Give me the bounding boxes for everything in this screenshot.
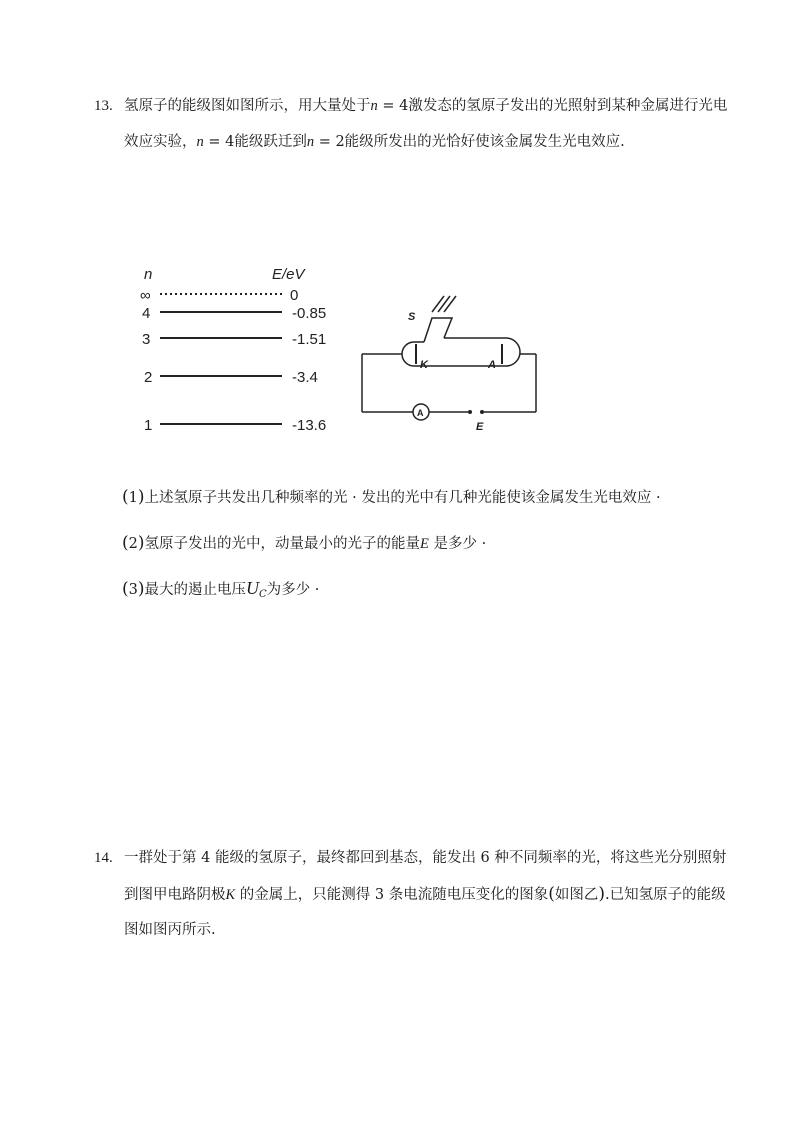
circuit-e-label: E: [476, 421, 484, 433]
q14-text-2c: 如图乙: [554, 887, 599, 903]
sub-question-1-number: 1: [128, 490, 138, 506]
q13-var-n2: n: [196, 134, 204, 150]
sub-question-1: (1)上述氢原子共发出几种频率的光 · 发出的光中有几种光能使该金属发生光电效应 ·: [122, 487, 661, 507]
level-infinity-energy: 0: [290, 287, 299, 304]
sub-question-3-var: U: [246, 578, 260, 598]
level-1-n: 1: [144, 417, 153, 434]
q14-text-2a: 到图甲电路阴极: [124, 887, 226, 903]
cathode-k-label: K: [420, 359, 428, 371]
sub-question-3-subscript: C: [259, 589, 267, 600]
sub-question-3: (3)最大的遏止电压$U_C$为多少 ·: [122, 578, 320, 600]
level-2-n: 2: [144, 369, 153, 386]
energy-n-label: n: [144, 266, 153, 283]
circuit-s-label: S: [408, 311, 416, 323]
terminal-right: [480, 410, 484, 414]
sub-question-2-text-a: 氢原子发出的光中，动量最小的光子的能量: [144, 536, 421, 552]
question-14-number: 14.: [94, 850, 113, 866]
q13-text-1b: = 4激发态的氢原子发出的光照射到某种金属进行光电: [377, 98, 728, 114]
terminal-left: [468, 410, 472, 414]
q13-text-2b: = 4能级跃迁到: [203, 134, 307, 150]
question-14-line-3: 图如图丙所示.: [124, 922, 216, 938]
sub-question-3-number: 3: [128, 582, 138, 598]
q13-text-1a: 氢原子的能级图如图所示，用大量处于: [124, 98, 371, 114]
question-13-number: 13.: [94, 98, 113, 114]
question-13-line-2: [124, 124, 625, 160]
level-3-energy: -1.51: [292, 331, 327, 348]
question-13-line-1: [124, 88, 727, 124]
energy-e-label: E/eV: [272, 266, 305, 283]
level-1-energy: -13.6: [292, 417, 327, 434]
level-4-n: 4: [142, 305, 151, 322]
sub-question-2: (2)氢原子发出的光中，动量最小的光子的能量E 是多少 ·: [122, 533, 487, 553]
level-2-energy: -3.4: [292, 369, 318, 386]
q13-var-n1: n: [370, 98, 378, 114]
q13-text-2a: 效应实验，: [124, 134, 197, 150]
sub-question-2-var: E: [420, 536, 429, 552]
light-ray-3: [444, 296, 456, 312]
q14-text-2d: .已知氢原子的能级: [605, 887, 726, 903]
light-ray-2: [438, 296, 450, 312]
ammeter-label: A: [417, 408, 424, 418]
level-4-energy: -0.85: [292, 305, 327, 322]
circuit: [362, 296, 536, 433]
q14-var-k: K: [225, 887, 236, 903]
question-14-line-1: 一群处于第 4 能级的氢原子，最终都回到基态，能发出 6 种不同频率的光，将这些光分别照射: [124, 850, 727, 866]
sub-question-1-text: 上述氢原子共发出几种频率的光 · 发出的光中有几种光能使该金属发生光电效应 ·: [144, 490, 661, 506]
light-ray-1: [432, 296, 444, 312]
figure-svg: [132, 262, 552, 442]
q13-text-2c: = 2能级所发出的光恰好使该金属发生光电效应.: [314, 134, 625, 150]
q14-text-2b: 的金属上，只能测得 3 条电流随电压变化的图象: [235, 887, 549, 903]
sub-question-2-text-b: 是多少 ·: [428, 536, 487, 552]
anode-a-label: A: [488, 359, 496, 371]
question-14-line-2: 到图甲电路阴极K 的金属上，只能测得 3 条电流随电压变化的图象(如图乙).已知氢原子的能级: [124, 884, 726, 904]
figure-energy-levels-and-circuit: [132, 262, 552, 442]
q13-var-n3: n: [306, 134, 315, 150]
level-infinity-n: ∞: [140, 287, 151, 304]
level-3-n: 3: [142, 331, 151, 348]
sub-question-2-number: 2: [128, 536, 138, 552]
sub-question-3-text-b: 为多少 ·: [266, 582, 320, 598]
sub-question-3-text-a: 最大的遏止电压: [144, 582, 247, 598]
